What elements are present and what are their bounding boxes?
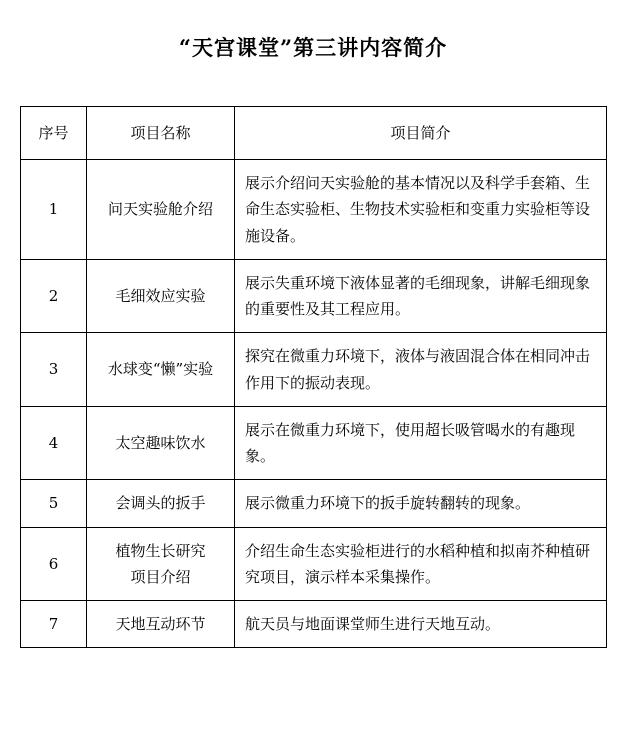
row-number: 7 — [21, 601, 87, 648]
column-header-desc: 项目简介 — [235, 107, 607, 160]
row-project-description: 展示在微重力环境下，使用超长吸管喝水的有趣现象。 — [235, 406, 607, 480]
content-table-wrapper — [20, 62, 606, 648]
row-project-description: 展示微重力环境下的扳手旋转翻转的现象。 — [235, 480, 607, 527]
row-project-name: 天地互动环节 — [87, 601, 235, 648]
row-project-description: 展示失重环境下液体显著的毛细现象，讲解毛细现象的重要性及其工程应用。 — [235, 259, 607, 333]
table-row — [21, 333, 607, 407]
row-number: 1 — [21, 160, 87, 260]
table-header-row — [21, 107, 607, 160]
row-project-name: 问天实验舱介绍 — [87, 160, 235, 260]
row-number: 5 — [21, 480, 87, 527]
table-row — [21, 480, 607, 527]
table-row — [21, 601, 607, 648]
content-table — [20, 106, 607, 648]
row-project-name: 会调头的扳手 — [87, 480, 235, 527]
row-number: 2 — [21, 259, 87, 333]
table-row — [21, 259, 607, 333]
row-project-name: 水球变“懒”实验 — [87, 333, 235, 407]
row-project-description: 航天员与地面课堂师生进行天地互动。 — [235, 601, 607, 648]
table-row — [21, 527, 607, 601]
table-body — [21, 160, 607, 648]
column-header-name: 项目名称 — [87, 107, 235, 160]
row-number: 4 — [21, 406, 87, 480]
row-number: 3 — [21, 333, 87, 407]
table-row — [21, 406, 607, 480]
row-number: 6 — [21, 527, 87, 601]
row-project-name: 植物生长研究 项目介绍 — [87, 527, 235, 601]
row-project-description: 介绍生命生态实验柜进行的水稻种植和拟南芥种植研究项目，演示样本采集操作。 — [235, 527, 607, 601]
column-header-no: 序号 — [21, 107, 87, 160]
table-head — [21, 107, 607, 160]
row-project-description: 展示介绍问天实验舱的基本情况以及科学手套箱、生命生态实验柜、生物技术实验柜和变重力实验柜等设施设备。 — [235, 160, 607, 260]
row-project-name: 毛细效应实验 — [87, 259, 235, 333]
table-row — [21, 160, 607, 260]
page-title: “天宫课堂”第三讲内容简介 — [178, 35, 448, 60]
row-project-name: 太空趣味饮水 — [87, 406, 235, 480]
row-project-description: 探究在微重力环境下，液体与液固混合体在相同冲击作用下的振动表现。 — [235, 333, 607, 407]
